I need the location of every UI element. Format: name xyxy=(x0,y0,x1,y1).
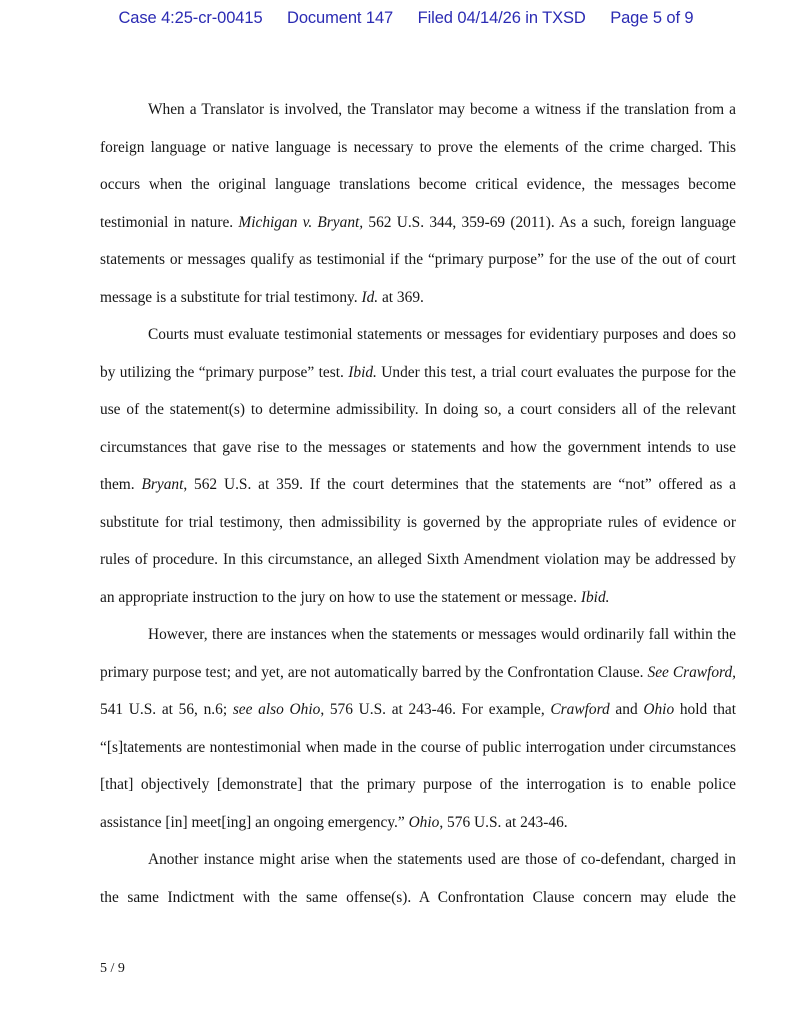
body-text-run: at 369. xyxy=(378,288,424,306)
filed-date: Filed 04/14/26 in TXSD xyxy=(417,9,586,27)
citation-text: Ohio xyxy=(408,813,440,831)
citation-text: see also Ohio xyxy=(232,701,321,718)
paragraph-co-defendant-statements xyxy=(100,841,736,916)
body-text-run: 562 U.S. 344, 359-69 (2011). As a such, foreign language statements or messages qualify as testimonial if the “primary purpose” for the use of the out of court message is a substitute for trial testimony. xyxy=(100,213,737,306)
page-number: 5 / 9 xyxy=(100,961,125,976)
paragraph-confrontation-clause-exceptions xyxy=(100,616,736,841)
paragraph-translator-witness xyxy=(100,91,736,316)
page-indicator: Page 5 of 9 xyxy=(610,9,694,27)
body-text-run: Another instance might arise when the statements used are those of co-defendant, charged in the same Indictment with the same offense(s). A Confrontation Clause concern may elude the xyxy=(100,851,736,906)
ecf-filing-header xyxy=(0,9,812,28)
body-text-run: , 562 U.S. at 359. If the court determines that the statements are “not” offered as a substitute for trial testimony, then admissibility is governed by the appropriate rules of evidence or rules of procedure. In this circumstance, an alleged Sixth Amendment violation may be addressed by an appropriate instruction to the jury on how to use the statement or message. xyxy=(100,476,736,606)
body-text xyxy=(100,91,736,916)
body-text-run: Under this test, a trial court evaluates the purpose for the use of the statement(s) to determine admissibility. In doing so, a court considers all of the relevant circumstances that gave rise to the messages or statements and how the government intends to use them. xyxy=(100,363,737,493)
body-text-run: When a Translator is involved, the Translator may become a witness if the translation from a foreign language or native language is necessary to prove the elements of the crime charged. This occurs when the original language translations become critical evidence, the messages become testimonial in nature. xyxy=(100,101,736,231)
citation-text: Michigan v. Bryant, xyxy=(238,213,364,231)
citation-text: See Crawford, xyxy=(647,663,736,681)
citation-text: Ibid. xyxy=(348,363,377,381)
citation-text: Ibid. xyxy=(580,588,610,606)
body-text-run: 541 U.S. at 56, n.6; xyxy=(100,701,233,718)
body-text-run: , 576 U.S. at 243-46. xyxy=(439,813,568,831)
citation-text: Ohio xyxy=(643,701,675,718)
citation-text: Id. xyxy=(361,288,379,306)
body-text-run: and xyxy=(609,701,644,718)
document-number: Document 147 xyxy=(287,9,394,27)
case-number: Case 4:25-cr-00415 xyxy=(118,9,263,27)
citation-text: Crawford xyxy=(550,701,610,718)
body-text-run: , 576 U.S. at 243-46. For example, xyxy=(320,701,551,718)
body-text-run: Courts must evaluate testimonial statements or messages for evidentiary purposes and does so by utilizing the “primary purpose” test. xyxy=(100,326,736,381)
citation-text: Bryant xyxy=(141,476,184,493)
body-text-run: However, there are instances when the statements or messages would ordinarily fall within the primary purpose test; and yet, are not automatically barred by the Confrontation Clause. xyxy=(100,626,736,681)
body-text-run: hold that “[s]tatements are nontestimonial when made in the course of public interrogation under circumstances [that] objectively [demonstrate] that the primary purpose of the interrogation is to enable police assistance [in] meet[ing] an ongoing emergency.” xyxy=(100,701,736,831)
paragraph-primary-purpose-test xyxy=(100,316,736,616)
